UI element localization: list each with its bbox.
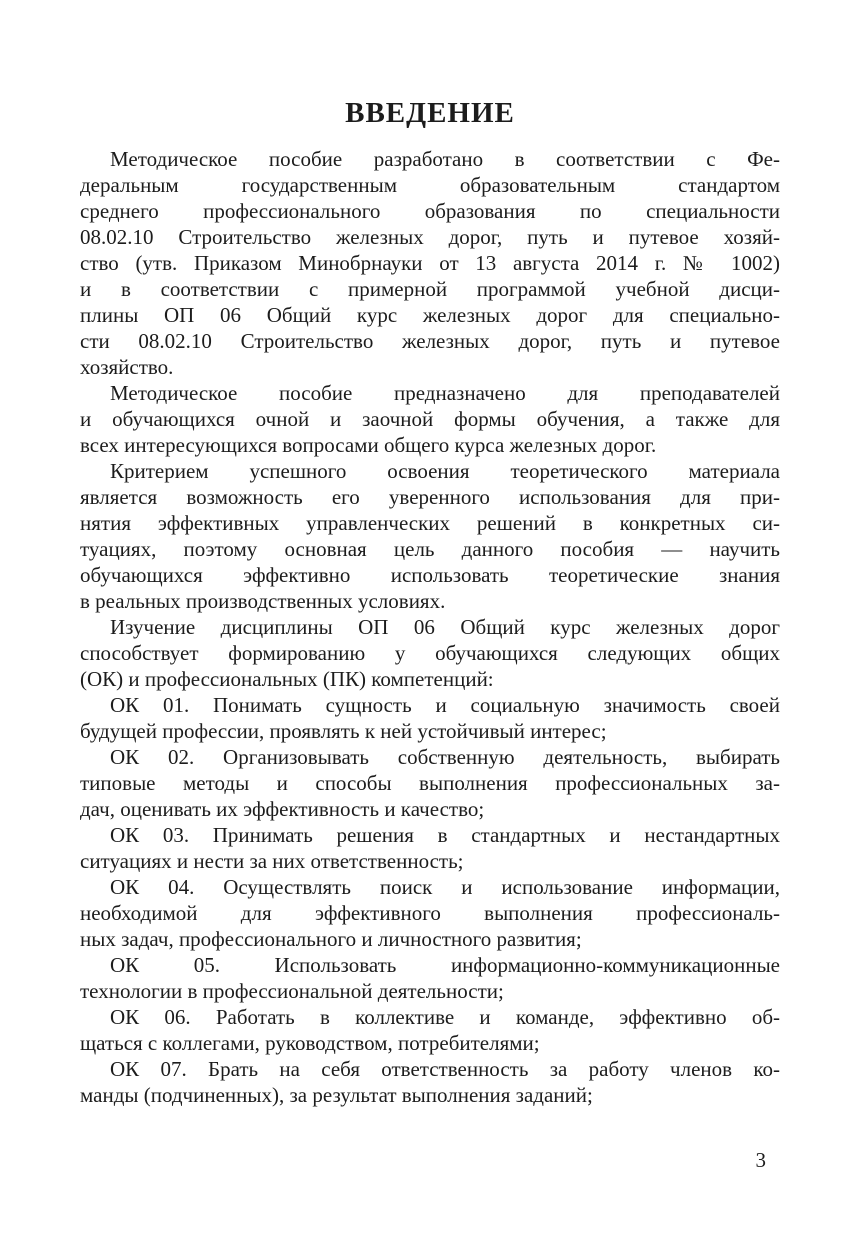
text-line: необходимой для эффективного выполнения профессиональ- [80, 901, 780, 925]
text-line: манды (подчиненных), за результат выполнения заданий; [80, 1083, 593, 1107]
text-line: и обучающихся очной и заочной формы обучения, а также для [80, 407, 780, 431]
paragraph [80, 744, 780, 822]
text-line: будущей профессии, проявлять к ней устойчивый интерес; [80, 719, 607, 743]
text-line: ОК 03. Принимать решения в стандартных и нестандартных [110, 823, 780, 847]
paragraph [80, 614, 780, 692]
text-line: типовые методы и способы выполнения профессиональных за- [80, 771, 780, 795]
text-line: ОК 02. Организовывать собственную деятельность, выбирать [110, 745, 780, 769]
page-title: ВВЕДЕНИЕ [345, 97, 515, 129]
paragraph [80, 874, 780, 952]
text-line: и в соответствии с примерной программой учебной дисци- [80, 277, 780, 301]
text-line: хозяйство. [80, 355, 174, 379]
text-line: всех интересующихся вопросами общего курса железных дорог. [80, 433, 657, 457]
text-line: ситуациях и нести за них ответственность; [80, 849, 464, 873]
text-line: является возможность его уверенного использования для при- [80, 485, 780, 509]
paragraph [80, 692, 780, 744]
text-line: способствует формированию у обучающихся следующих общих [80, 641, 780, 665]
text-line: ОК 04. Осуществлять поиск и использование информации, [110, 875, 780, 899]
text-line: ОК 01. Понимать сущность и социальную значимость своей [110, 693, 780, 717]
text-line: ОК 05. Использовать информационно-коммуникационные [110, 953, 780, 977]
text-line: ОК 06. Работать в коллективе и команде, эффективно об- [110, 1005, 780, 1029]
text-line: 08.02.10 Строительство железных дорог, путь и путевое хозяй- [80, 225, 780, 249]
text-line: Методическое пособие предназначено для преподавателей [110, 381, 780, 405]
text-line: деральным государственным образовательным стандартом [80, 173, 780, 197]
text-line: щаться с коллегами, руководством, потребителями; [80, 1031, 540, 1055]
paragraph [80, 458, 780, 614]
text-line: обучающихся эффективно использовать теоретические знания [80, 563, 780, 587]
text-line: ных задач, профессионального и личностного развития; [80, 927, 582, 951]
paragraph [80, 380, 780, 458]
paragraph [80, 1004, 780, 1056]
text-line: плины ОП 06 Общий курс железных дорог для специально- [80, 303, 780, 327]
text-line: ОК 07. Брать на себя ответственность за работу членов ко- [110, 1057, 780, 1081]
text-line: Критерием успешного освоения теоретического материала [110, 459, 780, 483]
paragraph [80, 1056, 780, 1108]
body-text [80, 146, 780, 1108]
text-line: (ОК) и профессиональных (ПК) компетенций: [80, 667, 494, 691]
text-line: Изучение дисциплины ОП 06 Общий курс железных дорог [110, 615, 780, 639]
text-line: технологии в профессиональной деятельности; [80, 979, 504, 1003]
text-line: Методическое пособие разработано в соответствии с Фе- [110, 147, 780, 171]
paragraph [80, 952, 780, 1004]
text-line: нятия эффективных управленческих решений в конкретных си- [80, 511, 780, 535]
text-line: в реальных производственных условиях. [80, 589, 446, 613]
text-line: ство (утв. Приказом Минобрнауки от 13 августа 2014 г. № 1002) [80, 251, 780, 275]
paragraph [80, 146, 780, 380]
text-line: среднего профессионального образования по специальности [80, 199, 780, 223]
paragraph [80, 822, 780, 874]
text-line: туациях, поэтому основная цель данного пособия — научить [80, 537, 780, 561]
text-line: сти 08.02.10 Строительство железных дорог, путь и путевое [80, 329, 780, 353]
text-line: дач, оценивать их эффективность и качество; [80, 797, 485, 821]
page-number: 3 [755, 1148, 766, 1172]
